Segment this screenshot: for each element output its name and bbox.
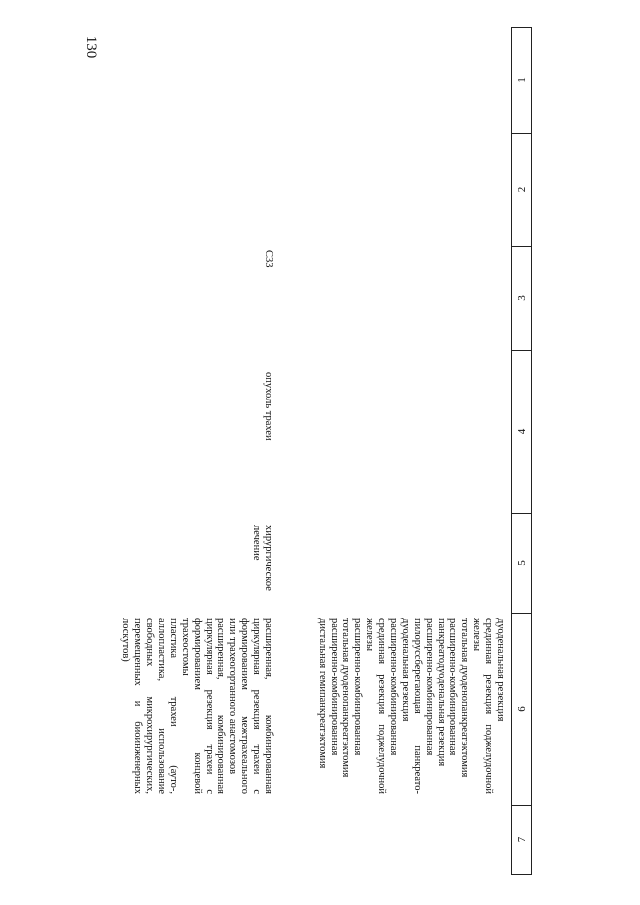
column-header-4: 4 [516, 428, 528, 435]
column-header-2: 2 [516, 186, 528, 193]
column-divider [512, 874, 532, 875]
method-line: дуоденальная резекция [399, 618, 411, 722]
column-header-7: 7 [516, 836, 528, 843]
column-header-5: 5 [516, 560, 528, 566]
method-line: дистальная гемипанкреатэктомия [316, 618, 328, 769]
page-number: 130 [83, 35, 99, 59]
continued-methods-cell [316, 618, 506, 794]
treatment-type-cell [250, 525, 274, 591]
method-line: формированием межтрахеального [239, 618, 251, 794]
method-line: лоскутов) [120, 618, 132, 662]
column-header-3: 3 [516, 295, 528, 301]
method-line: тотальная дуоденопанкреатэктомия [340, 618, 352, 778]
column-header-1: 1 [516, 77, 528, 83]
method-line: расширенно-комбинированная [387, 618, 399, 756]
method-line: перемещенных и биоинженерных [132, 618, 144, 794]
method-line: циркулярная резекция трахеи с [251, 618, 263, 794]
method-line: расширенная, комбинированная [215, 618, 227, 794]
method-line: расширенно-комбинированная [447, 618, 459, 756]
treatment-type-line: лечение [251, 525, 263, 561]
method-line: дуоденальная резекция [495, 618, 506, 722]
treatment-type-line: хирургическое [263, 525, 274, 591]
method-line: формированием концевой [191, 618, 203, 794]
header-bottom-border [511, 27, 512, 875]
column-header-6: 6 [516, 706, 528, 712]
procedures-table [112, 27, 532, 875]
method-line: срединная резекция поджелудочной [483, 618, 495, 794]
method-line: железы [364, 618, 376, 652]
method-line: панкреатодуоденальная резекция [435, 618, 447, 767]
method-line: расширенная, комбинированная [263, 618, 274, 794]
method-line: аллопластика, использование [155, 618, 167, 794]
method-line: железы [471, 618, 483, 652]
method-line: расширенно-комбинированная [352, 618, 364, 756]
method-line: расширенно-комбинированная [423, 618, 435, 756]
method-line: пилоруссберегающая панкреато- [411, 618, 423, 794]
method-line: или трахеогортанного анастомозов [227, 618, 239, 775]
method-line: циркулярная резекция трахеи с [203, 618, 215, 794]
diagnosis-cell: опухоль трахеи [263, 372, 274, 441]
code-cell: С33 [263, 250, 274, 268]
table-top-border [531, 27, 532, 875]
method-line: пластика трахеи (ауто-, [167, 618, 179, 794]
trachea-methods-cell [119, 618, 274, 794]
method-line: расширенно-комбинированная [328, 618, 340, 756]
method-line: свободных микрохирургических, [144, 618, 156, 794]
method-line: тотальная дуоденопанкреатэктомия [459, 618, 471, 778]
method-line: срединная резекция поджелудочной [376, 618, 388, 794]
method-line: трахеостомы [179, 618, 191, 676]
